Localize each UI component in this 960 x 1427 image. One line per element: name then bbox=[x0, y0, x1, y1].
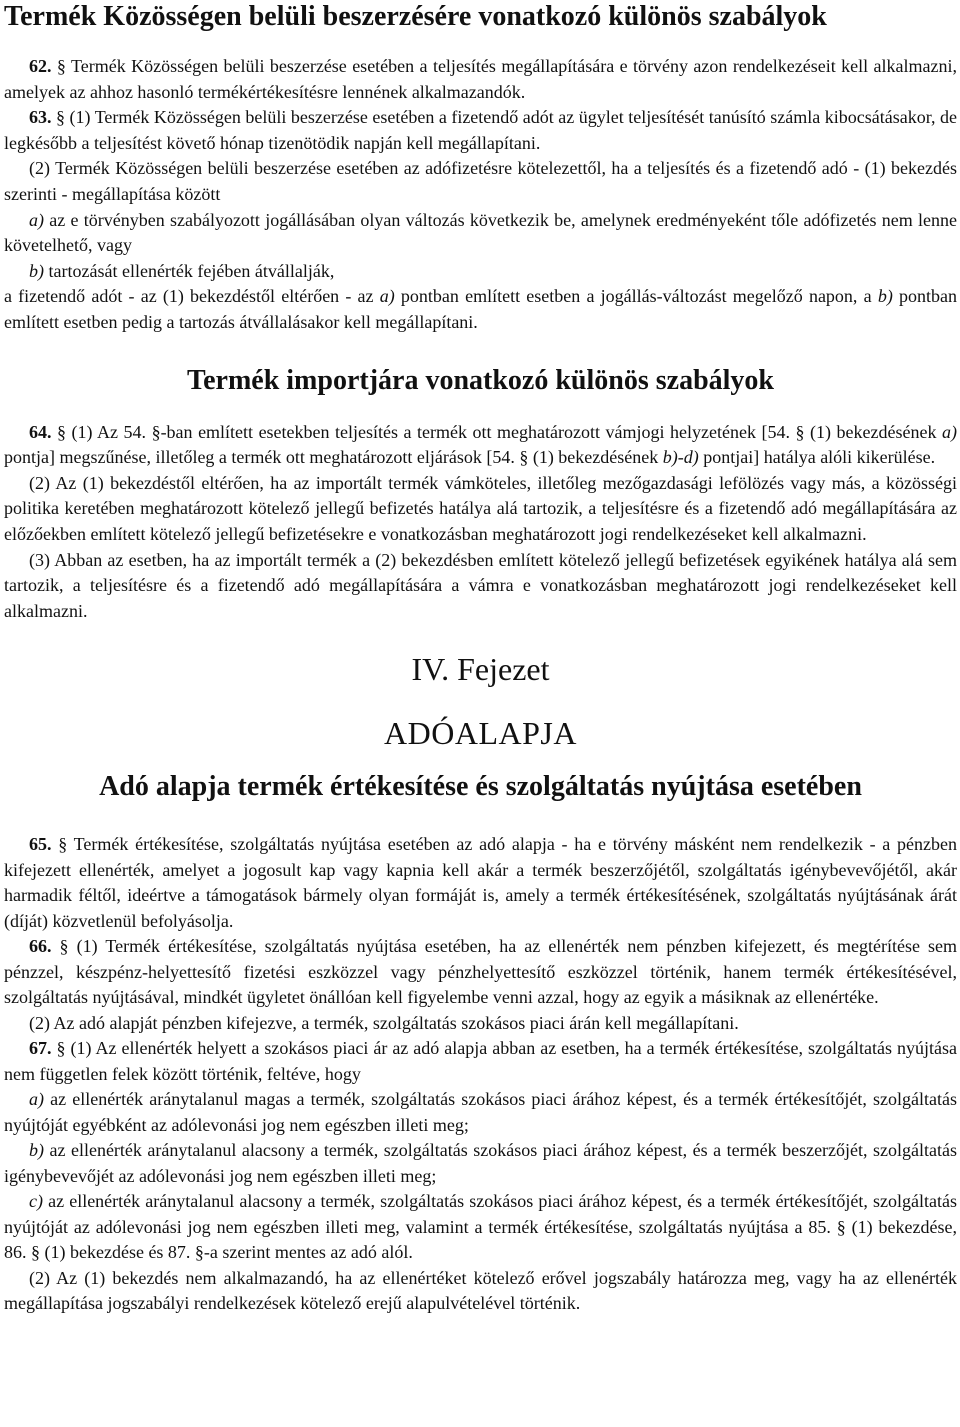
point-label-b: b) bbox=[29, 260, 44, 281]
p64-text-1: § (1) Az 54. §-ban említett esetekben teljesítés a termék ott meghatározott vámjogi helyzetének [54. § (1) bekezdésének bbox=[51, 421, 942, 442]
paragraph-67-1 bbox=[4, 1036, 957, 1087]
chapter-subtitle: ADÓALAPJA bbox=[384, 715, 577, 752]
point-67-b-text: az ellenérték aránytalanul alacsony a termék, szolgáltatás szokásos piaci árához képest, és a termék beszerzőjét, szolgáltatás igénybevevőjét az adólevonási jog nem egészben illeti meg; bbox=[4, 1140, 957, 1186]
closing-text-3: pontban említett esetben pedig a tartozás átvállalásakor kell megállapítani. bbox=[4, 286, 957, 332]
paragraph-66-1 bbox=[4, 934, 957, 1011]
paragraph-64-3: (3) Abban az esetben, ha az importált termék a (2) bekezdésben említett kötelező jellegű befizetések egyikének hatálya alá sem tartozik, a teljesítésre és a fizetendő adó megállapítására a vámra e vonatkozásban meghatározott jogi rendelkezéseket kell alkalmazni. bbox=[4, 549, 957, 621]
closing-text-2: pontban említett esetben a jogállás-változást megelőző napon, a bbox=[394, 286, 878, 307]
paragraph-67-1-c bbox=[4, 1189, 957, 1266]
paragraph-64-1 bbox=[4, 420, 957, 471]
section-number-65: 65. bbox=[29, 834, 52, 855]
p64-ref-a: a) bbox=[942, 421, 957, 442]
p64-text-2: pontja] megszűnése, illetőleg a termék ott meghatározott eljárások [54. § (1) bekezdésének bbox=[4, 447, 663, 468]
paragraph-63-closing bbox=[4, 284, 957, 335]
section-heading-import: Termék importjára vonatkozó különös szabályok bbox=[186, 364, 774, 396]
section-number-66: 66. bbox=[29, 936, 52, 957]
paragraph-67-2: (2) Az (1) bekezdés nem alkalmazandó, ha az ellenértéket kötelező erővel jogszabály határozza meg, vagy ha az ellenérték megállapítása jogszabályi rendelkezések kötelező erejű alapulvételével történik. bbox=[4, 1267, 957, 1314]
paragraph-62 bbox=[4, 54, 957, 105]
paragraph-66-2: (2) Az adó alapját pénzben kifejezve, a termék, szolgáltatás szokásos piaci árán kell megállapítani. bbox=[29, 1012, 739, 1033]
point-label-a: a) bbox=[29, 209, 44, 230]
point-67-label-a: a) bbox=[29, 1089, 44, 1110]
tax-base-sections bbox=[4, 832, 957, 1317]
paragraph-63-1 bbox=[4, 105, 957, 156]
paragraph-62-text: § Termék Közösségen belüli beszerzése esetében a teljesítés megállapítására e törvény azon rendelkezéseit kell alkalmazni, amelyek az ahhoz hasonló termékértékesítésre lennének alkalmazandók. bbox=[4, 56, 958, 102]
section-heading-intra-community: Termék Közösségen belüli beszerzésére vonatkozó különös szabályok bbox=[4, 1, 827, 32]
point-67-label-c: c) bbox=[29, 1191, 43, 1212]
closing-ref-a: a) bbox=[379, 286, 395, 307]
closing-ref-b: b) bbox=[877, 286, 893, 307]
point-67-a-text: az ellenérték aránytalanul magas a termék, szolgáltatás szokásos piaci árához képest, és a termék értékesítőjét, szolgáltatás nyújtóját egyébként az adólevonási jog nem egészben illeti meg; bbox=[4, 1089, 957, 1135]
point-67-label-b: b) bbox=[29, 1140, 44, 1161]
paragraph-67-1-b bbox=[4, 1138, 957, 1189]
point-67-c-text: az ellenérték aránytalanul alacsony a termék, szolgáltatás szokásos piaci árához képest, és a termék értékesítőjét, szolgáltatás nyújtóját az adólevonási jog nem egészben illeti meg, valamint a termék értékesítése, szolgáltatás nyújtása a 85. § (1) bekezdése, 86. § (1) bekezdése és 87. §-a szerint mentes az adó alól. bbox=[4, 1191, 957, 1263]
closing-text-1: a fizetendő adót - az (1) bekezdéstől eltérően - az bbox=[4, 286, 380, 307]
section-number-64: 64. bbox=[29, 421, 52, 442]
section-number-63: 63. bbox=[29, 107, 52, 128]
paragraph-66-1-text: § (1) Termék értékesítése, szolgáltatás nyújtása esetében, ha az ellenérték nem pénzben kifejezett, és megtérítése sem pénzzel, készpénz-helyettesítő fizetési eszközzel vagy pénzhelyettesítő eszközzel történik, hanem termék értékesítésével, szolgáltatás nyújtásával, mindkét ügyletet önállóan kell figyelembe venni azzal, hogy az egyik a másiknak az ellenértéke. bbox=[4, 936, 957, 1008]
section-heading-tax-base: Adó alapja termék értékesítése és szolgáltatás nyújtása esetében bbox=[99, 771, 862, 803]
paragraph-67-1-a bbox=[4, 1087, 957, 1138]
point-b-text: tartozását ellenérték fejében átvállalják, bbox=[44, 260, 335, 281]
paragraph-63-2-a bbox=[4, 208, 957, 259]
paragraph-65 bbox=[4, 832, 957, 934]
paragraph-63-2: (2) Termék Közösségen belüli beszerzése esetében az adófizetésre kötelezettől, ha a teljesítés és a fizetendő adó - (1) bekezdés szerinti - megállapítása között bbox=[4, 158, 957, 204]
paragraph-63-2-b bbox=[4, 259, 957, 285]
paragraph-65-text: § Termék értékesítése, szolgáltatás nyújtása esetében az adó alapja - ha e törvény másként nem rendelkezik - a pénzben kifejezett ellenérték, amelyet a jogosult kap vagy kapnia kell akár a termék beszerzőjétől, szolgáltatás igénybevevőjétől, akár harmadik féltől, ideértve a támogatások bármely olyan formáját is, amely a termék értékesítésének, szolgáltatás nyújtásának árát (díját) közvetlenül befolyásolja. bbox=[4, 834, 957, 931]
point-a-text: az e törvényben szabályozott jogállásában olyan változás következik be, amelynek eredményeként tőle adófizetés nem lenne követelhető, vagy bbox=[4, 209, 957, 256]
paragraph-67-1-text: § (1) Az ellenérték helyett a szokásos piaci ár az adó alapja abban az esetben, ha a termék értékesítése, szolgáltatás nyújtása nem független felek között történik, feltéve, hogy bbox=[4, 1038, 957, 1084]
section-number-62: 62. bbox=[29, 56, 52, 76]
p64-text-3: pontjai] hatálya alóli kikerülése. bbox=[698, 447, 936, 468]
paragraph-64-2: (2) Az (1) bekezdéstől eltérően, ha az importált termék vámköteles, illetőleg mezőgazdasági lefölözés vagy más, a közösségi politika keretében meghatározott kötelező jellegű befizetés hatálya alá tartozik, a teljesítésre és a fizetendő adó megállapítására az előzőekben említett kötelező jellegű befizetésekre e vonatkozásban meghatározott jogi rendelkezéseket kell alkalmazni. bbox=[4, 472, 957, 544]
p64-ref-bd: b)-d) bbox=[662, 447, 699, 468]
section-number-67: 67. bbox=[29, 1038, 52, 1059]
chapter-title: IV. Fejezet bbox=[411, 651, 550, 688]
paragraph-63-1-text: § (1) Termék Közösségen belüli beszerzése esetében a fizetendő adót az ügylet teljesítését tanúsító számla kibocsátásakor, de legkésőbb a teljesítést követő hónap tizenötödik napján kell megállapítani. bbox=[4, 107, 957, 153]
